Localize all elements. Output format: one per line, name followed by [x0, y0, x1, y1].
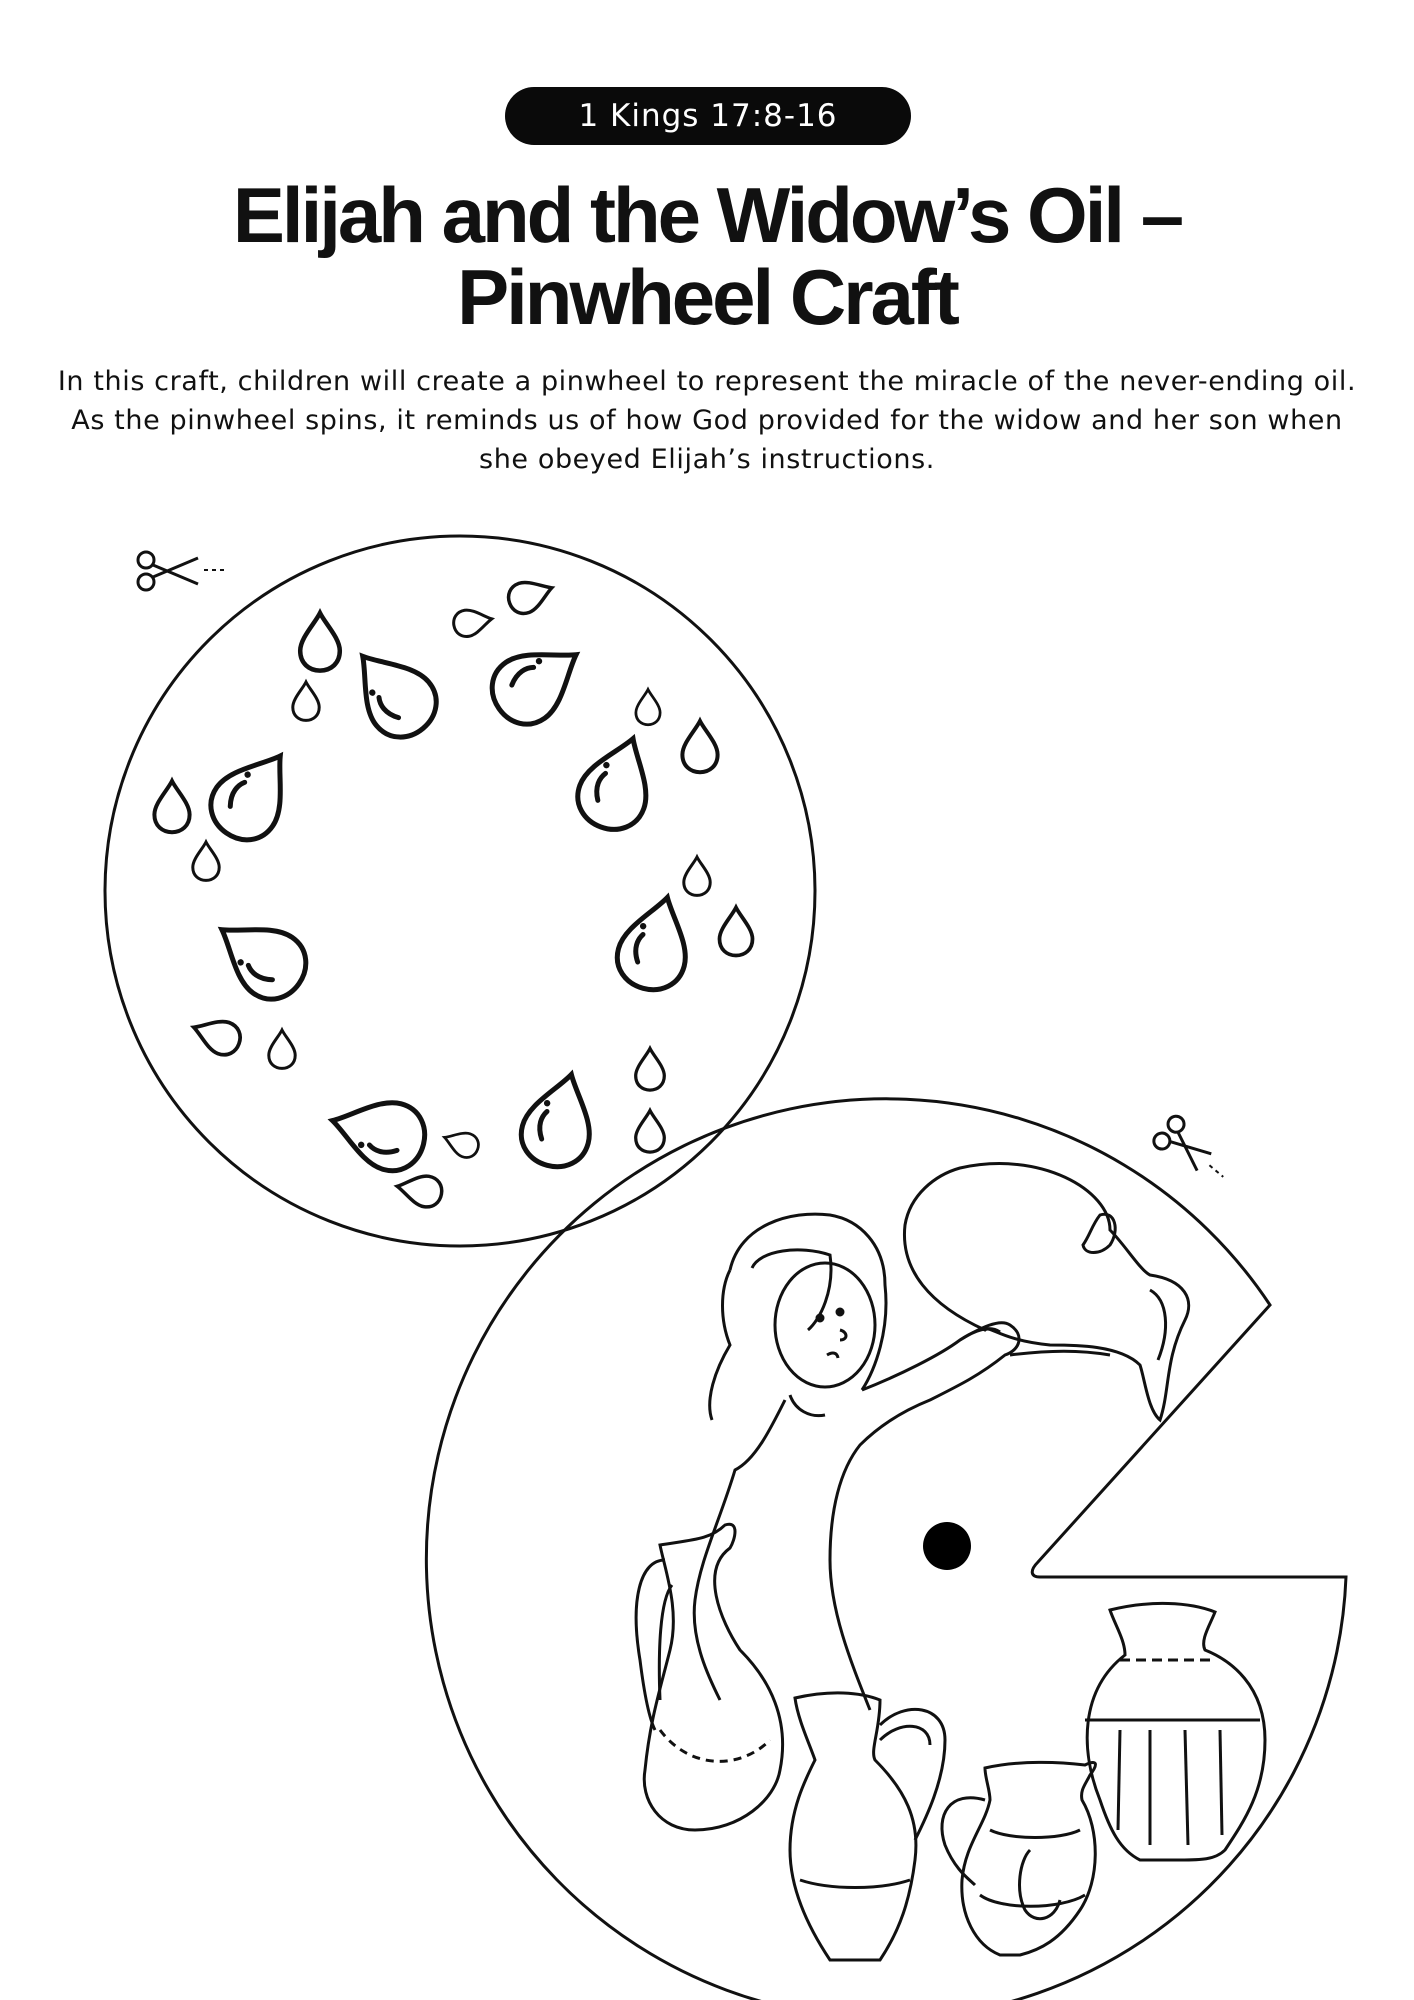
jar-icon: [942, 1762, 1095, 1955]
pinwheel-circle-widow: [426, 1099, 1346, 2000]
jar-icon: [790, 1693, 945, 1960]
jar-icon: [1085, 1603, 1265, 1860]
title-line-1: Elijah and the Widow’s Oil –: [232, 171, 1182, 259]
intro-paragraph: In this craft, children will create a pinwheel to represent the miracle of the never-ending oil. As the pinwheel spins, it reminds us of how God provided for the widow and her son when she obeyed Elijah’s instructions.: [57, 366, 1357, 475]
scissors-icon: [138, 552, 224, 590]
jar-icon: [904, 1164, 1188, 1420]
title-line-2: Pinwheel Craft: [457, 253, 957, 341]
scripture-reference: 1 Kings 17:8-16: [578, 98, 838, 134]
widow-figure: [694, 1214, 1110, 1710]
scissors-icon: [1151, 1113, 1235, 1192]
pin-hole: [923, 1522, 971, 1570]
pinwheel-circle-drops: [105, 536, 815, 1246]
oil-drop-icon: [154, 573, 752, 1209]
